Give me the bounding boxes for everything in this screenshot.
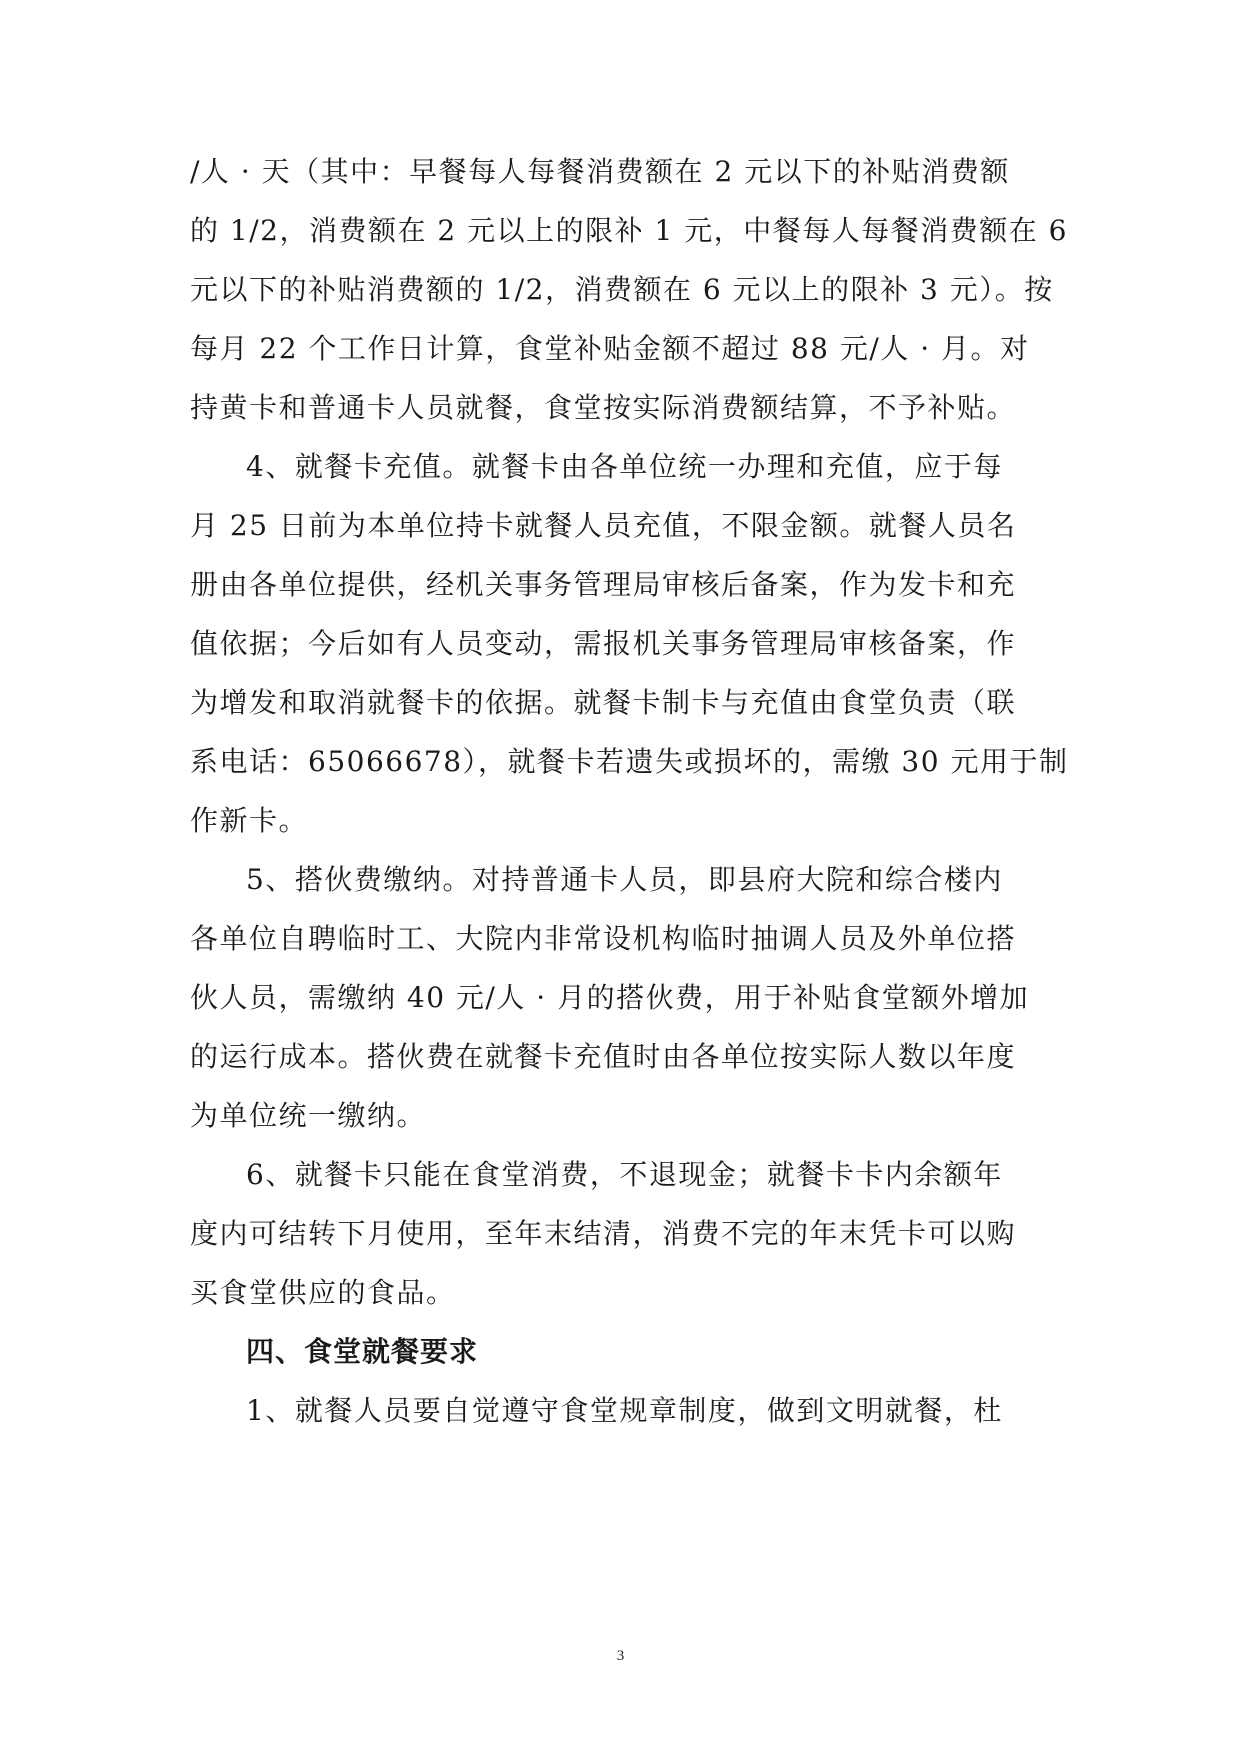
text-line: 持黄卡和普通卡人员就餐，食堂按实际消费额结算，不予补贴。 (190, 391, 1017, 424)
text-line: 的 1/2，消费额在 2 元以上的限补 1 元，中餐每人每餐消费额在 6 (190, 214, 1068, 247)
text-line: 值依据；今后如有人员变动，需报机关事务管理局审核备案，作 (190, 627, 1017, 660)
text-line: 买食堂供应的食品。 (190, 1276, 456, 1309)
text-line: 系电话：65066678），就餐卡若遗失或损坏的，需缴 30 元用于制 (190, 745, 1069, 778)
text-line: 每月 22 个工作日计算，食堂补贴金额不超过 88 元/人 · 月。对 (190, 332, 1030, 365)
text-line: 的运行成本。搭伙费在就餐卡充值时由各单位按实际人数以年度 (190, 1040, 1017, 1073)
text-line: 月 25 日前为本单位持卡就餐人员充值，不限金额。就餐人员名 (190, 509, 1017, 542)
text-line: 作新卡。 (190, 804, 309, 837)
text-line: /人 · 天（其中：早餐每人每餐消费额在 2 元以下的补贴消费额 (190, 155, 1010, 188)
paragraph-first-line: 6、就餐卡只能在食堂消费，不退现金；就餐卡卡内余额年 (246, 1158, 1003, 1191)
text-line: 伙人员，需缴纳 40 元/人 · 月的搭伙费，用于补贴食堂额外增加 (190, 981, 1030, 1014)
page-number: 3 (616, 1648, 625, 1664)
text-line: 为单位统一缴纳。 (190, 1099, 427, 1132)
text-line: 元以下的补贴消费额的 1/2，消费额在 6 元以上的限补 3 元）。按 (190, 273, 1054, 306)
text-line: 册由各单位提供，经机关事务管理局审核后备案，作为发卡和充 (190, 568, 1017, 601)
section-heading: 四、食堂就餐要求 (246, 1335, 479, 1368)
text-line: 各单位自聘临时工、大院内非常设机构临时抽调人员及外单位搭 (190, 922, 1017, 955)
text-line: 为增发和取消就餐卡的依据。就餐卡制卡与充值由食堂负责（联 (190, 686, 1017, 719)
paragraph-first-line: 4、就餐卡充值。就餐卡由各单位统一办理和充值，应于每 (246, 450, 1003, 483)
paragraph-first-line: 1、就餐人员要自觉遵守食堂规章制度，做到文明就餐，杜 (246, 1394, 1003, 1427)
text-line: 度内可结转下月使用，至年末结清，消费不完的年末凭卡可以购 (190, 1217, 1017, 1250)
paragraph-first-line: 5、搭伙费缴纳。对持普通卡人员，即县府大院和综合楼内 (246, 863, 1003, 896)
